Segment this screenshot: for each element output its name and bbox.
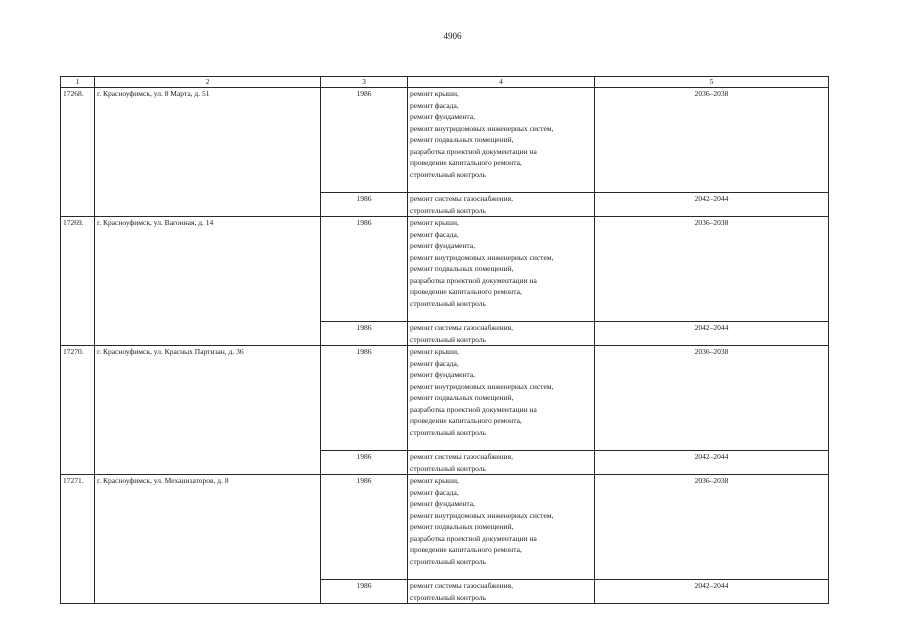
work-item: ремонт внутридомовых инженерных систем,	[410, 123, 554, 133]
year-cell: 1986	[321, 217, 408, 322]
work-item: строительный контроль	[410, 169, 486, 179]
record-number: 17268.	[61, 88, 95, 217]
works-list	[408, 580, 595, 604]
work-item: ремонт фундамента,	[410, 112, 475, 121]
work-item: ремонт крыши,	[410, 218, 459, 227]
year-cell: 1986	[321, 88, 408, 193]
work-item: ремонт системы газоснабжения,	[410, 581, 514, 590]
work-item: ремонт фундамента,	[410, 241, 475, 250]
work-item: проведение капитального ремонта,	[410, 545, 522, 554]
work-item: ремонт подвальных помещений,	[410, 264, 514, 273]
works-list	[408, 322, 595, 346]
work-item: строительный контроль	[410, 463, 486, 473]
record-number: 17271.	[61, 475, 95, 604]
building-address: г. Красноуфимск, ул. Красных Партизан, д. 36	[95, 346, 321, 475]
work-item: ремонт фундамента,	[410, 370, 475, 379]
table-row	[61, 346, 829, 451]
column-header: 5	[595, 77, 829, 88]
column-header: 2	[95, 77, 321, 88]
column-header: 4	[408, 77, 595, 88]
repair-schedule-table	[60, 76, 829, 604]
work-item: ремонт фасада,	[410, 100, 459, 110]
work-item: разработка проектной документации на	[410, 533, 537, 543]
work-item: строительный контроль	[410, 205, 486, 215]
work-item: разработка проектной документации на	[410, 404, 537, 414]
work-item: ремонт подвальных помещений,	[410, 393, 514, 402]
work-item: ремонт внутридомовых инженерных систем,	[410, 510, 554, 520]
work-item: ремонт крыши,	[410, 89, 459, 98]
works-list	[408, 475, 595, 580]
work-item: строительный контроль	[410, 334, 486, 344]
work-item: строительный контроль	[410, 298, 486, 308]
work-item: строительный контроль	[410, 427, 486, 437]
work-item: проведение капитального ремонта,	[410, 158, 522, 167]
work-item: ремонт фасада,	[410, 358, 459, 368]
work-item: ремонт крыши,	[410, 347, 459, 356]
table-row	[61, 88, 829, 193]
planned-period: 2042–2044	[595, 451, 829, 475]
work-item: проведение капитального ремонта,	[410, 416, 522, 425]
work-item: ремонт внутридомовых инженерных систем,	[410, 381, 554, 391]
year-cell: 1986	[321, 451, 408, 475]
planned-period: 2036–2038	[595, 88, 829, 193]
work-item: ремонт системы газоснабжения,	[410, 323, 514, 332]
work-item: строительный контроль	[410, 592, 486, 602]
year-cell: 1986	[321, 193, 408, 217]
work-item: ремонт фасада,	[410, 487, 459, 497]
record-number: 17270.	[61, 346, 95, 475]
works-list	[408, 193, 595, 217]
work-item: строительный контроль	[410, 556, 486, 566]
work-item: ремонт фасада,	[410, 229, 459, 239]
work-item: разработка проектной документации на	[410, 275, 537, 285]
table-row	[61, 217, 829, 322]
work-item: разработка проектной документации на	[410, 146, 537, 156]
work-item: ремонт фундамента,	[410, 499, 475, 508]
building-address: г. Красноуфимск, ул. 8 Марта, д. 51	[95, 88, 321, 217]
column-number-row	[61, 77, 829, 88]
planned-period: 2036–2038	[595, 346, 829, 451]
work-item: ремонт системы газоснабжения,	[410, 452, 514, 461]
year-cell: 1986	[321, 475, 408, 580]
record-number: 17269.	[61, 217, 95, 346]
work-item: ремонт внутридомовых инженерных систем,	[410, 252, 554, 262]
work-item: проведение капитального ремонта,	[410, 287, 522, 296]
planned-period: 2042–2044	[595, 322, 829, 346]
works-list	[408, 451, 595, 475]
planned-period: 2036–2038	[595, 475, 829, 580]
table-row	[61, 475, 829, 580]
work-item: ремонт подвальных помещений,	[410, 522, 514, 531]
column-header: 3	[321, 77, 408, 88]
column-header: 1	[61, 77, 95, 88]
work-item: ремонт крыши,	[410, 476, 459, 485]
planned-period: 2036–2038	[595, 217, 829, 322]
building-address: г. Красноуфимск, ул. Механизаторов, д. 8	[95, 475, 321, 604]
work-item: ремонт системы газоснабжения,	[410, 194, 514, 203]
planned-period: 2042–2044	[595, 580, 829, 604]
planned-period: 2042–2044	[595, 193, 829, 217]
year-cell: 1986	[321, 580, 408, 604]
works-list	[408, 217, 595, 322]
works-list	[408, 346, 595, 451]
works-list	[408, 88, 595, 193]
year-cell: 1986	[321, 346, 408, 451]
page-number: 4906	[443, 31, 462, 41]
building-address: г. Красноуфимск, ул. Вагонная, д. 14	[95, 217, 321, 346]
work-item: ремонт подвальных помещений,	[410, 135, 514, 144]
year-cell: 1986	[321, 322, 408, 346]
